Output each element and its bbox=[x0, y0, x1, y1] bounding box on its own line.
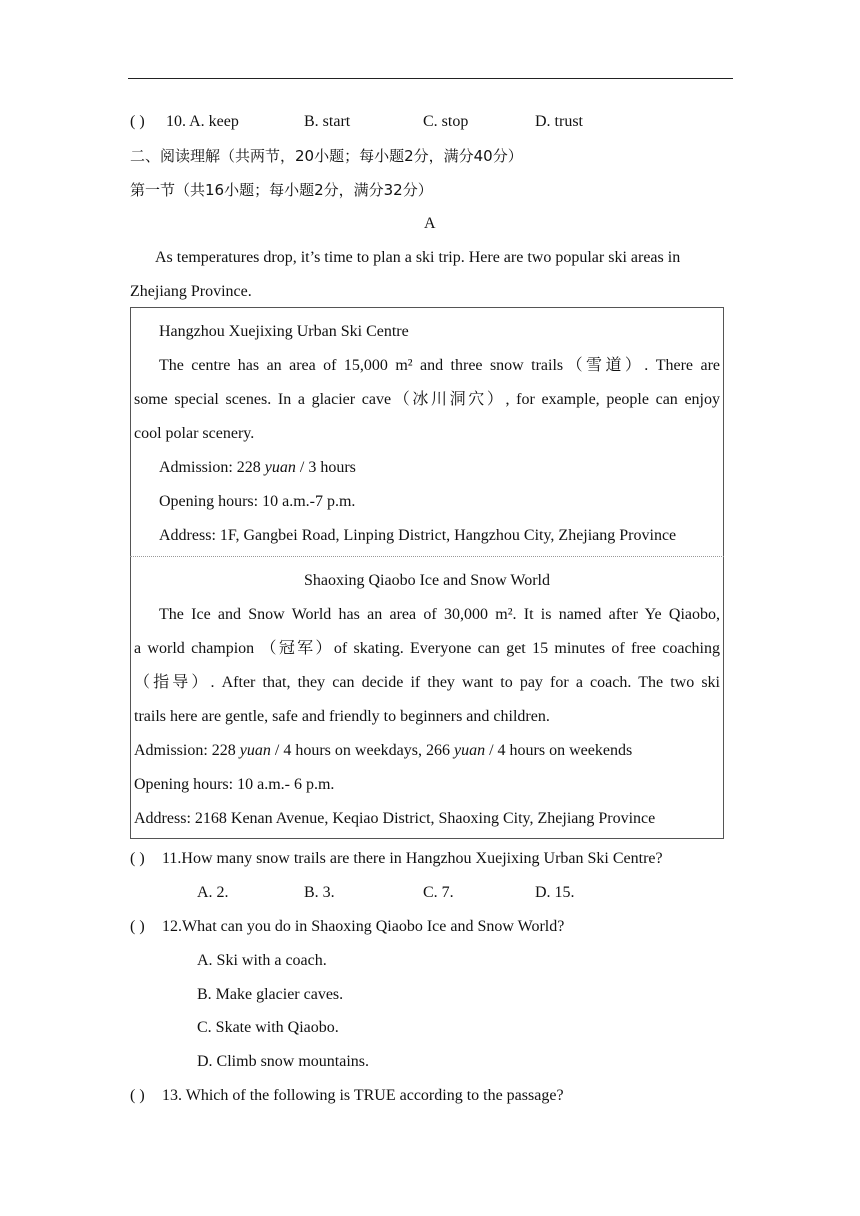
shaoxing-admission: Admission: 228 yuan / 4 hours on weekdays, 266 yuan / 4 hours on weekends bbox=[134, 742, 633, 759]
intro-line-1: As temperatures drop, it’s time to plan a ski trip. Here are two popular ski areas in bbox=[155, 249, 681, 266]
part-title: 第一节（共16小题；每小题2分，满分32分） bbox=[130, 181, 433, 199]
shaoxing-desc-4: trails here are gentle, safe and friendly to beginners and children. bbox=[134, 708, 550, 725]
question-text: 13. Which of the following is TRUE according to the passage? bbox=[162, 1087, 564, 1104]
answer-blank[interactable]: ( ) bbox=[130, 113, 145, 130]
shaoxing-address: Address: 2168 Kenan Avenue, Keqiao District, Shaoxing City, Zhejiang Province bbox=[134, 810, 656, 827]
section-title: 二、阅读理解（共两节，20小题；每小题2分，满分40分） bbox=[130, 147, 523, 165]
option-b: B. 3. bbox=[304, 884, 335, 901]
option-d: D. trust bbox=[535, 113, 583, 130]
box-divider bbox=[130, 556, 724, 557]
shaoxing-hours: Opening hours: 10 a.m.- 6 p.m. bbox=[134, 776, 335, 793]
shaoxing-desc-1: The Ice and Snow World has an area of 30,000 m². It is named after Ye Qiaobo, bbox=[159, 606, 720, 623]
answer-blank[interactable]: ( ) bbox=[130, 850, 145, 867]
shaoxing-name: Shaoxing Qiaobo Ice and Snow World bbox=[304, 572, 550, 589]
option-b: B. Make glacier caves. bbox=[197, 986, 344, 1003]
hangzhou-admission: Admission: 228 yuan / 3 hours bbox=[159, 459, 356, 476]
question-number-option-a: 10. A. keep bbox=[166, 113, 239, 130]
intro-line-2: Zhejiang Province. bbox=[130, 283, 252, 300]
question-text: 12.What can you do in Shaoxing Qiaobo Ice and Snow World? bbox=[162, 918, 565, 935]
shaoxing-desc-2: a world champion （冠军）of skating. Everyone can get 15 minutes of free coaching bbox=[134, 640, 720, 657]
hangzhou-name: Hangzhou Xuejixing Urban Ski Centre bbox=[159, 323, 409, 340]
question-text: 11.How many snow trails are there in Hangzhou Xuejixing Urban Ski Centre? bbox=[162, 850, 663, 867]
option-c: C. stop bbox=[423, 113, 469, 130]
shaoxing-desc-3: （指导）. After that, they can decide if they want to pay for a coach. The two ski bbox=[134, 674, 720, 691]
option-d: D. 15. bbox=[535, 884, 575, 901]
passage-letter: A bbox=[424, 215, 436, 232]
hangzhou-desc-3: cool polar scenery. bbox=[134, 425, 255, 442]
option-c: C. Skate with Qiaobo. bbox=[197, 1019, 339, 1036]
hangzhou-hours: Opening hours: 10 a.m.-7 p.m. bbox=[159, 493, 356, 510]
answer-blank[interactable]: ( ) bbox=[130, 1087, 145, 1104]
option-b: B. start bbox=[304, 113, 351, 130]
hangzhou-desc-2: some special scenes. In a glacier cave（冰川洞穴）, for example, people can enjoy bbox=[134, 391, 720, 408]
answer-blank[interactable]: ( ) bbox=[130, 918, 145, 935]
header-rule bbox=[128, 78, 733, 79]
hangzhou-desc-1: The centre has an area of 15,000 m² and three snow trails（雪道）. There are bbox=[159, 357, 720, 374]
option-a: A. 2. bbox=[197, 884, 229, 901]
hangzhou-address: Address: 1F, Gangbei Road, Linping District, Hangzhou City, Zhejiang Province bbox=[159, 527, 677, 544]
option-a: A. Ski with a coach. bbox=[197, 952, 327, 969]
option-d: D. Climb snow mountains. bbox=[197, 1053, 370, 1070]
option-c: C. 7. bbox=[423, 884, 454, 901]
